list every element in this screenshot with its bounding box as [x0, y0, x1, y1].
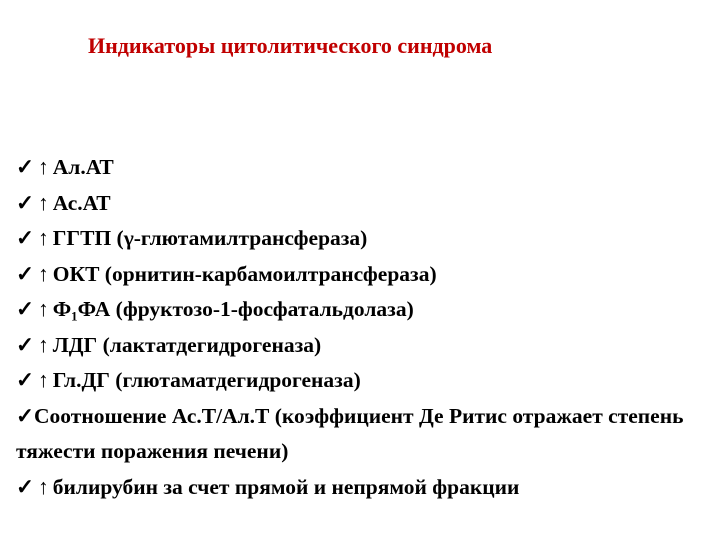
check-icon: ✓ — [16, 190, 35, 215]
item-text: ЛДГ (лактатдегидрогеназа) — [52, 332, 322, 357]
arrow-up-icon: ↑ — [38, 368, 49, 392]
bilirubin-text: билирубин за счет прямой и непрямой фракции — [52, 474, 520, 499]
item-text: ОКТ (орнитин-карбамоилтрансфераза) — [52, 261, 437, 286]
bilirubin-item — [16, 470, 706, 506]
arrow-up-icon: ↑ — [38, 190, 49, 215]
list-item — [16, 363, 706, 399]
check-icon: ✓ — [16, 226, 35, 250]
item-text: Гл.ДГ (глютаматдегидрогеназа) — [52, 368, 361, 392]
list-item — [16, 186, 706, 222]
ratio-note-item — [16, 399, 706, 470]
indicator-list — [16, 150, 706, 505]
item-text: Ас.АТ — [52, 190, 111, 215]
slide-title: Индикаторы цитолитического синдрома — [88, 33, 493, 58]
arrow-up-icon: ↑ — [38, 155, 49, 179]
arrow-up-icon: ↑ — [38, 261, 49, 286]
arrow-up-icon: ↑ — [38, 332, 49, 357]
check-icon: ✓ — [16, 474, 35, 499]
arrow-up-icon: ↑ — [38, 474, 49, 499]
item-text: Ф₁ФА (фруктозо-1-фосфатальдолаза) — [52, 297, 414, 321]
ratio-note-text: Соотношение Ас.Т/Ал.Т (коэффициент Де Ритис отражает степень тяжести поражения печени) — [16, 403, 684, 463]
check-icon: ✓ — [16, 297, 35, 321]
list-item — [16, 328, 706, 364]
check-icon: ✓ — [16, 332, 35, 357]
list-item — [16, 292, 706, 328]
list-item — [16, 257, 706, 293]
list-item — [16, 150, 706, 186]
check-icon: ✓ — [16, 155, 35, 179]
item-text: Ал.АТ — [52, 155, 114, 179]
check-icon: ✓ — [16, 261, 35, 286]
arrow-up-icon: ↑ — [38, 297, 49, 321]
check-icon: ✓ — [16, 403, 35, 428]
item-text: ГГТП (γ-глютамилтрансфераза) — [52, 226, 368, 250]
check-icon: ✓ — [16, 368, 35, 392]
arrow-up-icon: ↑ — [38, 226, 49, 250]
list-item — [16, 221, 706, 257]
